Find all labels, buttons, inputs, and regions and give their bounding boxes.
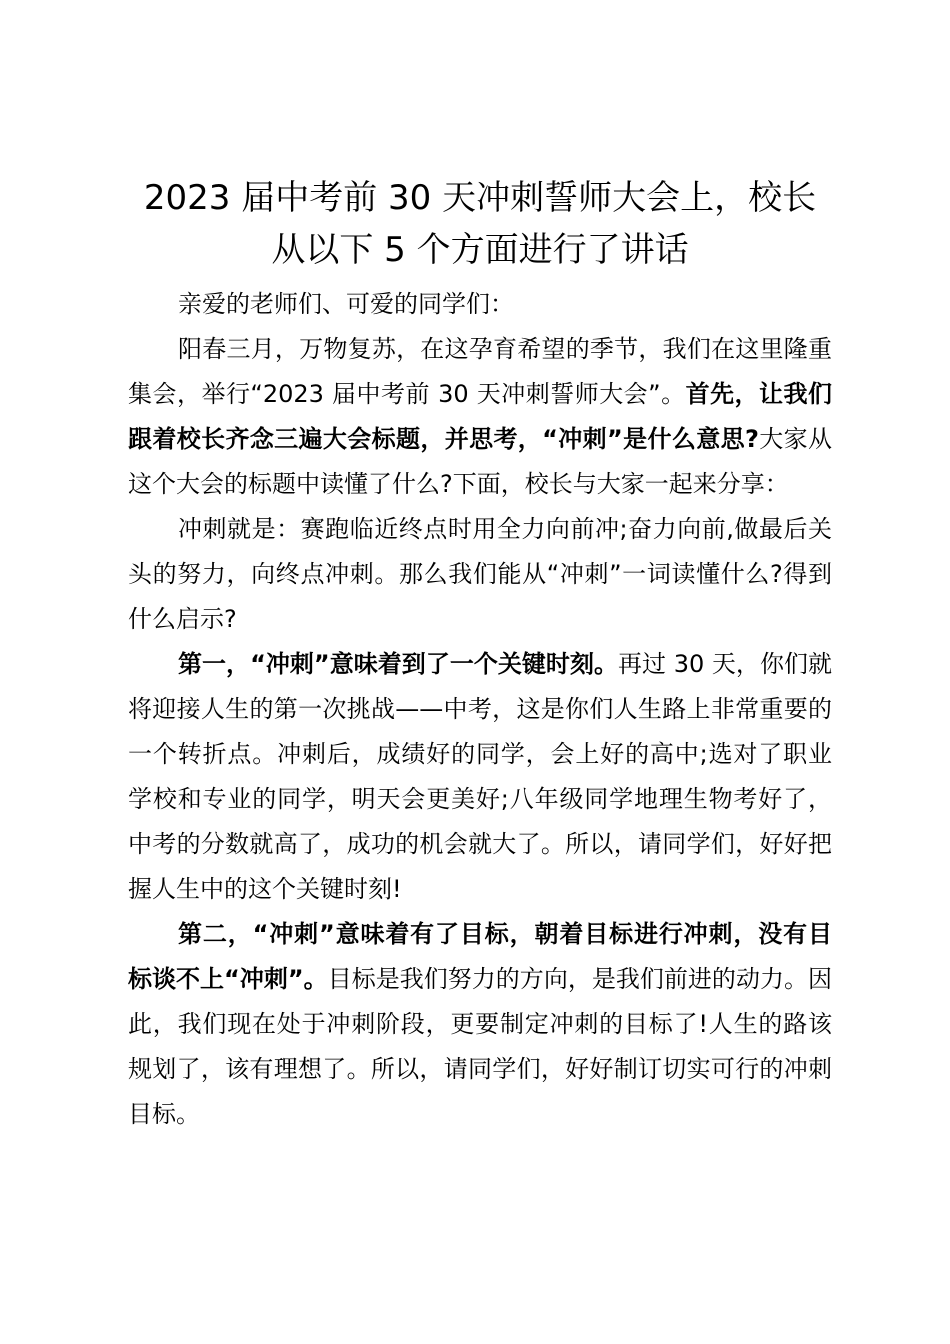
greeting-text: 亲爱的老师们、可爱的同学们： — [178, 290, 514, 318]
point-two-text: 目标是我们努力的方向，是我们前进的动力。因此，我们现在处于冲刺阶段，更要制定冲刺的目标了!人生的路该规划了，该有理想了。所以，请同学们，好好制订切实可行的冲刺目标。 — [128, 965, 832, 1128]
paragraph-point-one — [128, 642, 832, 912]
point-one-heading: 第一，“冲刺”意味着到了一个关键时刻。 — [178, 650, 619, 678]
paragraph-greeting — [128, 282, 832, 327]
document-title — [128, 172, 832, 276]
paragraph-point-two — [128, 912, 832, 1137]
opening-text: 阳春三月，万物复苏，在这孕育希望的季节，我们在这里隆重集会，举行“2023 届中考前 30 天冲刺誓师大会”。 — [128, 335, 832, 408]
definition-text: 冲刺就是：赛跑临近终点时用全力向前冲;奋力向前,做最后关头的努力，向终点冲刺。那么我们能从“冲刺”一词读懂什么?得到什么启示? — [128, 515, 832, 633]
opening-tail-text: 大家从这个大会的标题中读懂了什么?下面，校长与大家一起来分享： — [128, 425, 833, 498]
document-page — [128, 172, 832, 1137]
title-line-1: 2023 届中考前 30 天冲刺誓师大会上，校长 — [143, 178, 817, 218]
point-two-heading: 第二，“冲刺”意味着有了目标，朝着目标进行冲刺，没有目标谈不上“冲刺”。 — [128, 920, 832, 993]
title-line-2: 从以下 5 个方面进行了讲话 — [271, 230, 689, 270]
opening-bold-text: 首先，让我们跟着校长齐念三遍大会标题，并思考，“冲刺”是什么意思? — [128, 380, 833, 453]
point-one-text: 再过 30 天，你们就将迎接人生的第一次挑战——中考，这是你们人生路上非常重要的一个转折点。冲刺后，成绩好的同学，会上好的高中;选对了职业学校和专业的同学，明天会更美好;八年级同学地理生物考好了，中考的分数就高了，成功的机会就大了。所以，请同学们，好好把握人生中的这个关键时刻! — [128, 650, 833, 903]
paragraph-opening — [128, 327, 832, 507]
paragraph-definition — [128, 507, 832, 642]
